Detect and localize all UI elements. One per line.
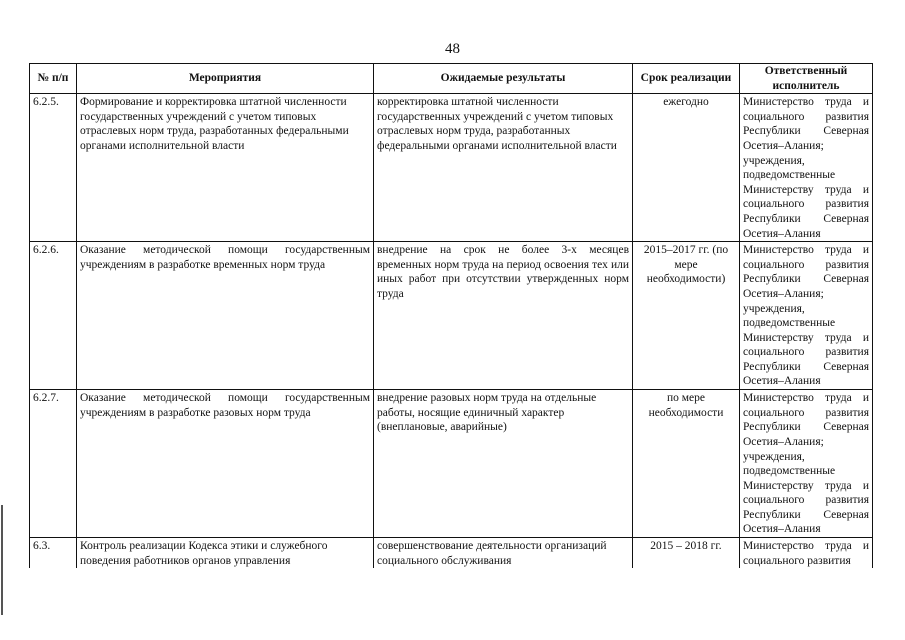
row-responsible: Министерство труда и социального развития Республики Северная Осетия–Алания; учреждения, подведомственные Министерству труда и социального развития Республики Северная Осетия–Алания	[740, 94, 873, 242]
table-row	[30, 538, 873, 569]
row-period: по мере необходимости	[633, 390, 740, 538]
row-result: совершенствование деятельности организаций социального обслуживания	[374, 538, 633, 569]
row-measure: Контроль реализации Кодекса этики и служебного поведения работников органов управления	[77, 538, 374, 569]
row-responsible: Министерство труда и социального развития	[740, 538, 873, 569]
row-num: 6.2.6.	[30, 242, 77, 390]
row-responsible: Министерство труда и социального развития Республики Северная Осетия–Алания; учреждения, подведомственные Министерству труда и социального развития Республики Северная Осетия–Алания	[740, 242, 873, 390]
measures-table	[29, 63, 873, 568]
row-num: 6.2.7.	[30, 390, 77, 538]
row-result: внедрение разовых норм труда на отдельные работы, носящие единичный характер (внеплановые, аварийные)	[374, 390, 633, 538]
row-measure: Оказание методической помощи государственным учреждениям в разработке разовых норм труда	[77, 390, 374, 538]
row-responsible: Министерство труда и социального развития Республики Северная Осетия–Алания; учреждения, подведомственные Министерству труда и социального развития Республики Северная Осетия–Алания	[740, 390, 873, 538]
row-result: внедрение на срок не более 3-х месяцев временных норм труда на период освоения тех или иных работ при отсутствии утвержденных норм труда	[374, 242, 633, 390]
header-num: № п/п	[30, 64, 77, 94]
header-results: Ожидаемые результаты	[374, 64, 633, 94]
table-row	[30, 94, 873, 242]
header-period: Срок реализации	[633, 64, 740, 94]
row-measure: Оказание методической помощи государственным учреждениям в разработке временных норм труда	[77, 242, 374, 390]
row-num: 6.3.	[30, 538, 77, 569]
row-result: корректировка штатной численности государственных учреждений с учетом типовых отраслевых норм труда, разработанных федеральными органами исполнительной власти	[374, 94, 633, 242]
scan-edge-mark	[1, 505, 3, 615]
row-period: 2015–2017 гг. (по мере необходимости)	[633, 242, 740, 390]
page-number: 48	[445, 41, 460, 57]
row-num: 6.2.5.	[30, 94, 77, 242]
row-measure: Формирование и корректировка штатной численности государственных учреждений с учетом типовых отраслевых норм труда, разработанных федеральными органами исполнительной власти	[77, 94, 374, 242]
table-header-row	[30, 64, 873, 94]
header-responsible: Ответственный исполнитель	[740, 64, 873, 94]
table-row	[30, 390, 873, 538]
row-period: 2015 – 2018 гг.	[633, 538, 740, 569]
header-measures: Мероприятия	[77, 64, 374, 94]
row-period: ежегодно	[633, 94, 740, 242]
table-row	[30, 242, 873, 390]
